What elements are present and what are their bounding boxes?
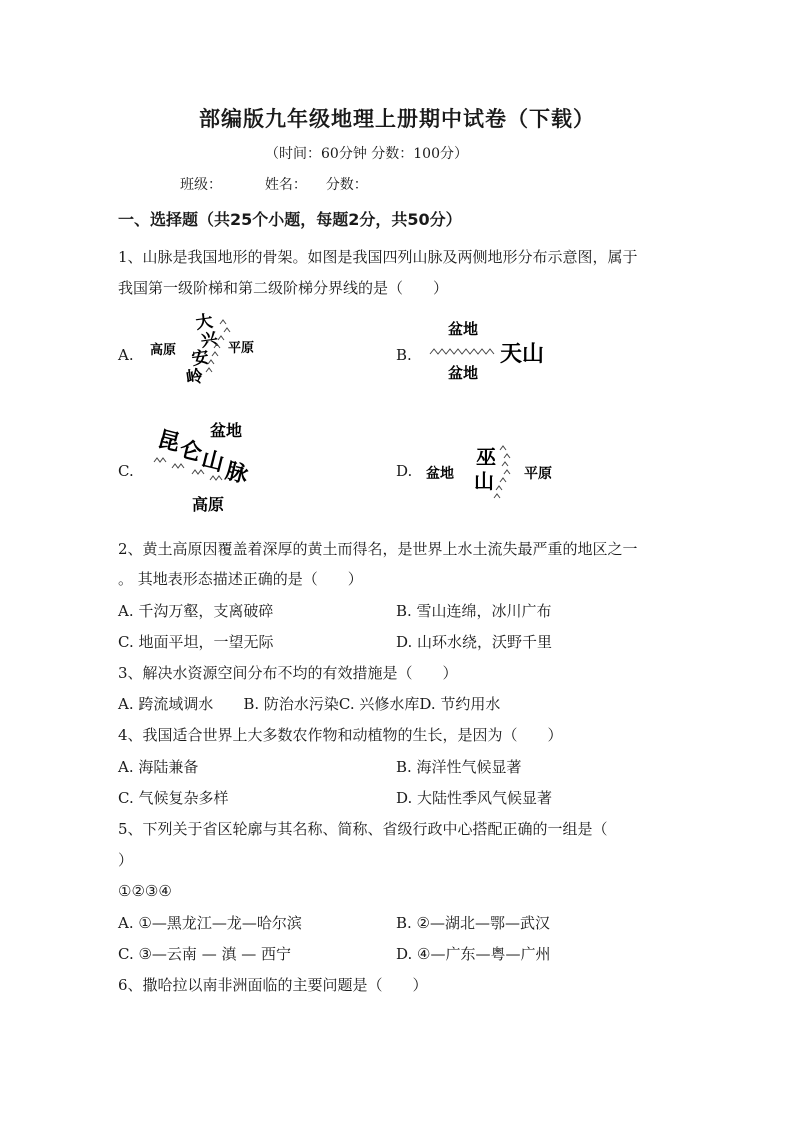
q1-stem-line1: 1、山脉是我国地形的骨架。如图是我国四列山脉及两侧地形分布示意图，属于 <box>118 248 638 266</box>
q2-option-c[interactable]: C. 地面平坦，一望无际 <box>118 633 274 651</box>
q1-b-bottom-label: 盆地 <box>448 364 479 382</box>
exam-subtitle: （时间：60分钟 分数：100分） <box>265 146 468 162</box>
q1-b-mountain-label: 天山 <box>500 342 545 367</box>
q5-stem-line1: 5、下列关于省区轮廓与其名称、简称、省级行政中心搭配正确的一组是（ <box>118 820 608 838</box>
q1-c-mountain-char-2: 仑 <box>176 436 205 467</box>
q3-stem: 3、解决水资源空间分布不均的有效措施是（ ） <box>118 664 458 682</box>
class-label: 班级： <box>180 177 222 193</box>
q1-c-top-label: 盆地 <box>210 421 243 440</box>
q1-option-c-figure[interactable] <box>148 416 268 516</box>
q5-stem-line2: ） <box>118 851 134 869</box>
q1-c-mountain-char-1: 昆 <box>154 426 183 457</box>
q1-a-mountain-char-2: 兴 <box>199 329 220 352</box>
exam-title: 部编版九年级地理上册期中试卷（下载） <box>199 107 595 131</box>
q2-option-a[interactable]: A. 千沟万壑，支离破碎 <box>118 602 274 620</box>
q5-option-c[interactable]: C. ③—云南 — 滇 — 西宁 <box>118 945 291 963</box>
q1-a-mountain-char-3: 安 <box>190 347 211 370</box>
q1-d-left-label: 盆地 <box>426 466 454 482</box>
q1-b-top-label: 盆地 <box>448 320 479 338</box>
q2-option-b[interactable]: B. 雪山连绵，冰川广布 <box>396 602 552 620</box>
q1-a-mountain-char-1: 大 <box>194 311 215 334</box>
q1-c-mountain-char-3: 山 <box>198 446 227 477</box>
q5-figure-labels: ①②③④ <box>118 882 172 900</box>
q1-option-d-figure[interactable] <box>424 438 564 504</box>
q4-option-d[interactable]: D. 大陆性季风气候显著 <box>396 789 553 807</box>
q1-d-mountain-symbols <box>494 446 510 498</box>
q1-d-right-label: 平原 <box>524 466 552 482</box>
q1-b-mountain-symbols <box>430 349 494 354</box>
q1-a-left-label: 高原 <box>150 343 177 358</box>
q5-option-d[interactable]: D. ④—广东—粤—广州 <box>396 945 551 963</box>
q5-option-a[interactable]: A. ①—黑龙江—龙—哈尔滨 <box>118 914 302 932</box>
q3-options[interactable]: A. 跨流域调水 B. 防治水污染C. 兴修水库D. 节约用水 <box>118 695 501 713</box>
q4-option-c[interactable]: C. 气候复杂多样 <box>118 789 229 807</box>
q1-option-a-letter[interactable]: A. <box>118 346 134 364</box>
q4-stem: 4、我国适合世界上大多数农作物和动植物的生长，是因为（ ） <box>118 726 563 744</box>
q4-option-b[interactable]: B. 海洋性气候显著 <box>396 758 522 776</box>
q1-option-d-letter[interactable]: D. <box>396 462 413 480</box>
q2-option-d[interactable]: D. 山环水绕，沃野千里 <box>396 633 553 651</box>
q1-stem-line2: 我国第一级阶梯和第二级阶梯分界线的是（ ） <box>118 279 449 297</box>
q2-stem-line2: 。 其地表形态描述正确的是（ ） <box>118 570 363 588</box>
q6-stem: 6、撒哈拉以南非洲面临的主要问题是（ ） <box>118 976 428 994</box>
q1-a-mountain-char-4: 岭 <box>184 366 205 389</box>
student-info-line <box>180 174 368 196</box>
q1-option-c-letter[interactable]: C. <box>118 462 134 480</box>
q1-d-mountain-char-2: 山 <box>474 469 494 493</box>
q1-option-a-figure[interactable] <box>144 310 274 390</box>
q4-option-a[interactable]: A. 海陆兼备 <box>118 758 199 776</box>
q1-c-mountain-char-4: 脉 <box>222 458 251 489</box>
q1-d-mountain-char-1: 巫 <box>476 445 496 469</box>
q1-option-b-figure[interactable] <box>426 318 556 384</box>
score-label: 分数： <box>325 177 368 193</box>
section-heading: 一、选择题（共25个小题，每题2分，共50分） <box>118 210 462 229</box>
name-label: 姓名： <box>264 177 307 193</box>
q1-c-bottom-label: 高原 <box>192 495 225 514</box>
q1-option-b-letter[interactable]: B. <box>396 346 412 364</box>
q2-stem-line1: 2、黄土高原因覆盖着深厚的黄土而得名，是世界上水土流失最严重的地区之一 <box>118 540 638 558</box>
q5-option-b[interactable]: B. ②—湖北—鄂—武汉 <box>396 914 551 932</box>
q1-a-right-label: 平原 <box>228 341 255 356</box>
